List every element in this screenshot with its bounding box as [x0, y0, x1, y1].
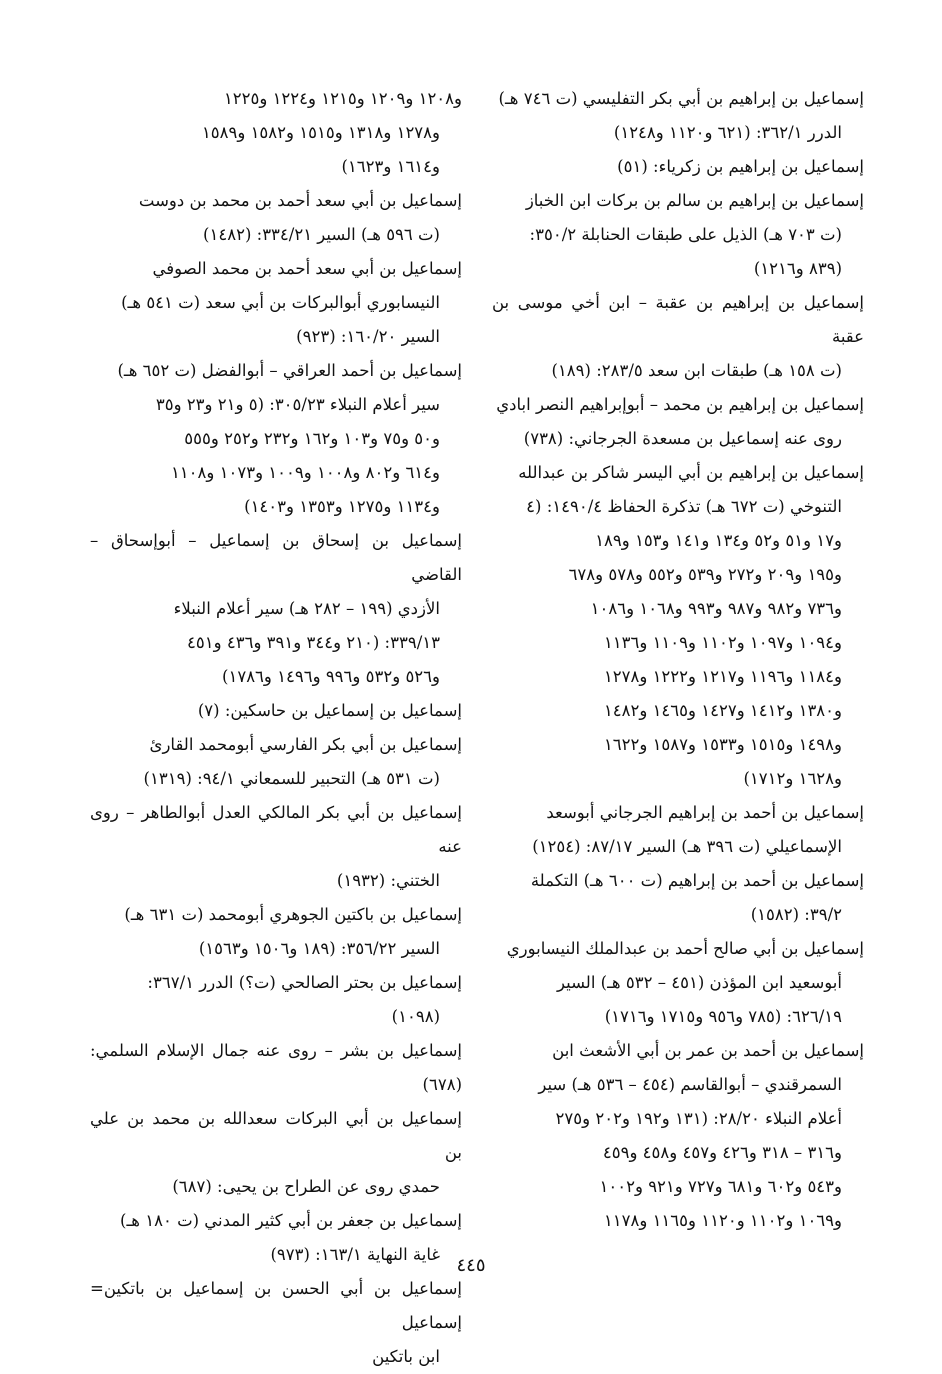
entry-line: إسماعيل بن بشر – روى عنه جمال الإسلام السلمي: (٦٧٨): [90, 1041, 462, 1094]
entry-line: إسماعيل بن أحمد بن إبراهيم (ت ٦٠٠ هـ) التكملة: [530, 871, 864, 890]
index-entry: [90, 82, 462, 184]
entry-line: حمدي روى عن الطراح بن يحيى: (٦٨٧): [172, 1177, 440, 1196]
entry-line: و١٠٦٩ و١١٠٢ و١١٢٠ و١١٦٥ و١١٧٨: [603, 1211, 842, 1230]
entry-line: ٣٩/٢: (١٥٨٢): [750, 905, 842, 924]
right-column: [492, 82, 864, 1238]
index-entry: [492, 82, 864, 150]
entry-line: و١٦٢٨ و١٧١٢): [743, 769, 842, 788]
entry-line: السمرقندي – أبوالقاسم (٤٥٤ – ٥٣٦ هـ) سير: [538, 1075, 842, 1094]
entry-line: الدرر ٣٦٢/١: (٦٢١ و١١٢٠ و١٢٤٨): [613, 123, 842, 142]
index-entry: [90, 524, 462, 694]
entry-line: (ت ٥٣١ هـ) التحبير للسمعاني ٩٤/١: (١٣١٩): [143, 769, 440, 788]
index-entry: [492, 184, 864, 286]
entry-line: أعلام النبلاء ٢٨/٢٠: (١٣١ و١٩٢ و٢٠٢ و٢٧٥: [555, 1109, 842, 1128]
entry-line: إسماعيل بن أبي البركات سعدالله بن محمد بن علي بن: [90, 1109, 462, 1162]
entry-line: غاية النهاية ١٦٣/١: (٩٧٣): [270, 1245, 440, 1264]
entry-line: و٦١٤ و٨٠٢ و١٠٠٨ و١٠٠٩ و١٠٧٣ و١١٠٨: [170, 463, 440, 482]
entry-line: و١٧ و٥١ و٥٢ و١٣٤ و١٤١ و١٥٣ و١٨٩: [595, 531, 842, 550]
entry-line: السير ١٦٠/٢٠: (٩٢٣): [296, 327, 440, 346]
entry-line: ابن باتكين: [372, 1347, 440, 1366]
entry-line: التنوخي (ت ٦٧٢ هـ) تذكرة الحفاظ ١٤٩٠/٤: (٤: [526, 497, 842, 516]
index-entry: [492, 286, 864, 388]
index-entry: [492, 796, 864, 864]
index-entry: [90, 898, 462, 966]
entry-line: إسماعيل بن إبراهيم بن زكرياء: (٥١): [617, 157, 864, 176]
entry-line: إسماعيل بن باكتين الجوهري أبومحمد (ت ٦٣١ هـ): [124, 905, 462, 924]
entry-line: و١١٣٤ و١٢٧٥ و١٣٥٣ و١٤٠٣): [244, 497, 440, 516]
entry-line: و١٤٩٨ و١٥١٥ و١٥٣٣ و١٥٨٧ و١٦٢٢: [603, 735, 842, 754]
entry-line: إسماعيل بن جعفر بن أبي كثير المدني (ت ١٨٠ هـ): [120, 1211, 462, 1230]
entry-line: إسماعيل بن أحمد بن إبراهيم الجرجاني أبوسعد: [546, 803, 864, 822]
entry-line: الختني: (١٩٣٢): [336, 871, 440, 890]
entry-line: النيسابوري أبوالبركات بن أبي سعد (ت ٥٤١ هـ): [121, 293, 440, 312]
entry-line: إسماعيل بن إسحاق بن إسماعيل – أبوإسحاق – القاضي: [90, 531, 462, 584]
entry-line: ٦٢٦/١٩: (٧٨٥ و٩٥٦ و١٧١٥ و١٧١٦): [604, 1007, 842, 1026]
entry-line: الإسماعيلي (ت ٣٩٦ هـ) السير ٨٧/١٧: (١٢٥٤): [532, 837, 842, 856]
index-entry: [90, 694, 462, 728]
entry-line: و١٢٧٨ و١٣١٨ و١٥١٥ و١٥٨٢ و١٥٨٩: [201, 123, 440, 142]
index-entry: [90, 1272, 462, 1374]
entry-line: و٣١٦ – ٣١٨ و٤٢٦ و٤٥٧ و٤٥٨ و٤٥٩: [602, 1143, 842, 1162]
entry-line: و٥٠ و٧٥ و١٠٣ و١٦٢ و٢٣٢ و٢٥٢ و٥٥٥: [184, 429, 440, 448]
entry-line: إسماعيل بن أبي صالح أحمد بن عبدالملك النيسابوري: [506, 939, 864, 958]
entry-line: أبوسعيد ابن المؤذن (٤٥١ – ٥٣٢ هـ) السير: [556, 973, 842, 992]
index-entry: [90, 354, 462, 524]
entry-line: (ت ٥٩٦ هـ) السير ٣٣٤/٢١: (١٤٨٢): [203, 225, 440, 244]
index-entry: [90, 966, 462, 1034]
index-entry: [90, 728, 462, 796]
entry-line: إسماعيل بن أبي بكر المالكي العدل أبوالطاهر – روى عنه: [90, 803, 462, 856]
index-entry: [492, 1034, 864, 1238]
entry-line: و٥٢٦ و٥٣٢ و٩٩٦ و١٤٩٦ و١٧٨٦): [222, 667, 440, 686]
entry-line: (ت ٧٠٣ هـ) الذيل على طبقات الحنابلة ٣٥٠/٢:: [529, 225, 842, 244]
entry-line: إسماعيل بن أحمد بن عمر بن أبي الأشعث ابن: [552, 1041, 864, 1060]
entry-line: ٣٣٩/١٣: (٢١٠ و٣٤٤ و٣٩١ و٤٣٦ و٤٥١: [187, 633, 440, 652]
entry-line: و٥٤٣ و٦٠٢ و٦٨١ و٧٢٧ و٩٢١ و١٠٠٢: [599, 1177, 842, 1196]
entry-line: إسماعيل بن أبي الحسن بن إسماعيل بن باتكين= إسماعيل: [90, 1279, 462, 1332]
entry-line: سير أعلام النبلاء ٣٠٥/٢٣: (٥ و٢١ و٢٣ و٣٥: [155, 395, 440, 414]
entry-line: الأزدي (١٩٩ – ٢٨٢ هـ) سير أعلام النبلاء: [173, 599, 440, 618]
entry-line: و١٦١٤ و١٦٢٣): [341, 157, 440, 176]
entry-line: روى عنه إسماعيل بن مسعدة الجرجاني: (٧٣٨): [523, 429, 842, 448]
index-entry: [492, 456, 864, 796]
entry-line: إسماعيل بن بحتر الصالحي (ت؟) الدرر ٣٦٧/١:: [147, 973, 462, 992]
entry-line: و١٣٨٠ و١٤١٢ و١٤٢٧ و١٤٦٥ و١٤٨٢: [603, 701, 842, 720]
entry-line: و١١٨٤ و١١٩٦ و١٢١٧ و١٢٢٢ و١٢٧٨: [603, 667, 842, 686]
left-column: [90, 82, 462, 1374]
entry-line: إسماعيل بن أحمد العراقي – أبوالفضل (ت ٦٥٢ هـ): [117, 361, 462, 380]
entry-line: إسماعيل بن أبي سعد أحمد بن محمد بن دوست: [138, 191, 462, 210]
entry-line: و٧٣٦ و٩٨٢ و٩٨٧ و٩٩٣ و١٠٦٨ و١٠٨٦: [590, 599, 842, 618]
entry-line: (١٠٩٨): [391, 1007, 440, 1026]
index-entry: [90, 252, 462, 354]
page-number: ٤٤٥: [456, 1255, 486, 1276]
entry-line: (٨٣٩ و١٢١٦): [753, 259, 842, 278]
entry-line: إسماعيل بن أبي بكر الفارسي أبومحمد القارئ: [149, 735, 462, 754]
entry-line: إسماعيل بن إبراهيم بن عقبة – ابن أخي موسى بن عقبة: [492, 293, 864, 346]
entry-line: إسماعيل بن إبراهيم بن محمد – أبوإبراهيم النصر ابادي: [496, 395, 864, 414]
entry-line: (ت ١٥٨ هـ) طبقات ابن سعد ٢٨٣/٥: (١٨٩): [551, 361, 842, 380]
entry-line: و١٩٥ و٢٠٩ و٢٧٢ و٥٣٩ و٥٥٢ و٥٧٨ و٦٧٨: [568, 565, 842, 584]
index-entry: [90, 1102, 462, 1204]
entry-line: إسماعيل بن إبراهيم بن أبي بكر التفليسي (ت ٧٤٦ هـ): [498, 89, 864, 108]
entry-line: و١٠٩٤ و١٠٩٧ و١١٠٢ و١١٠٩ و١١٣٦: [603, 633, 842, 652]
entry-line: إسماعيل بن إبراهيم بن أبي اليسر شاكر بن عبدالله: [518, 463, 864, 482]
entry-line: إسماعيل بن أبي سعد أحمد بن محمد الصوفي: [152, 259, 462, 278]
entry-line: إسماعيل بن إسماعيل بن حاسكين: (٧): [197, 701, 462, 720]
index-entry: [492, 388, 864, 456]
index-entry: [492, 932, 864, 1034]
entry-line: إسماعيل بن إبراهيم بن سالم بن بركات ابن الخباز: [525, 191, 864, 210]
index-entry: [492, 150, 864, 184]
index-entry: [90, 796, 462, 898]
index-entry: [90, 184, 462, 252]
entry-line: و١٢٠٨ و١٢٠٩ و١٢١٥ و١٢٢٤ و١٢٢٥: [223, 89, 462, 108]
index-entry: [90, 1034, 462, 1102]
entry-line: السير ٣٥٦/٢٢: (١٨٩ و١٥٠٦ و١٥٦٣): [198, 939, 440, 958]
index-entry: [492, 864, 864, 932]
